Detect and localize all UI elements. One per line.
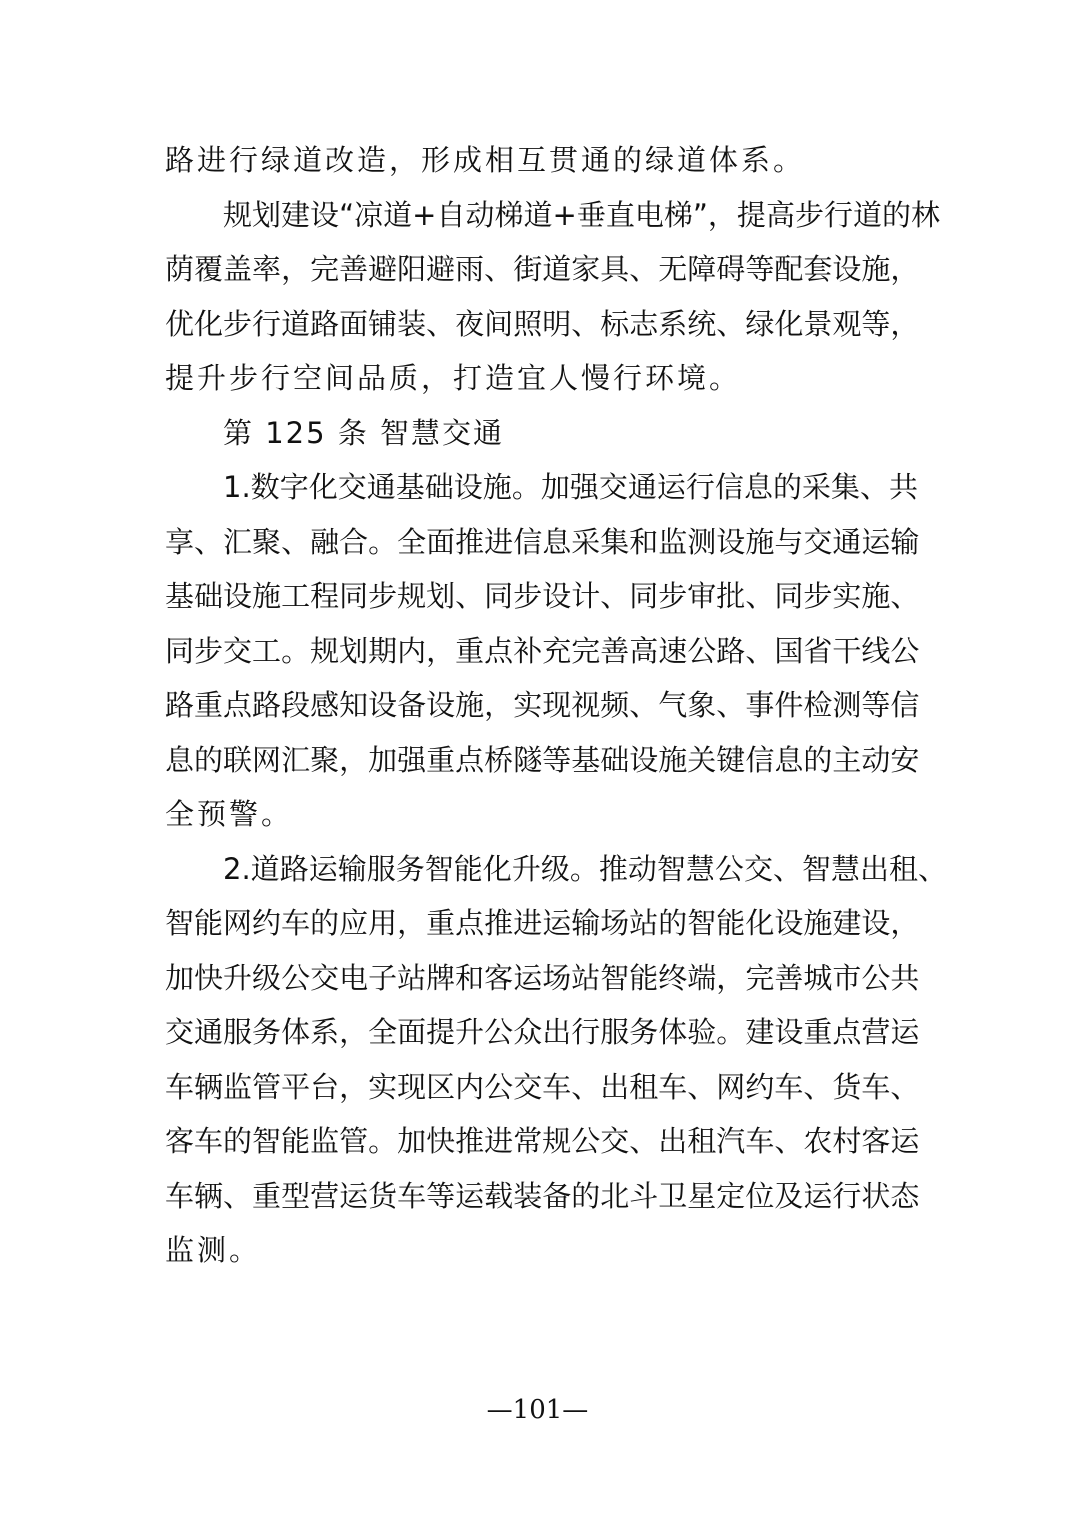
text-line: 全预警。 — [165, 797, 294, 831]
text-line: 车 辆 监 管 平 台 ， 实 现 区 内 公 交 车 、 出 租 车 、 网 约 车 、 货 车 、 — [165, 1069, 920, 1104]
text-line: 路进行绿道改造，形成相互贯通的绿道体系。 — [165, 143, 806, 177]
text-line: 路 重 点 路 段 感 知 设 备 设 施 ， 实 现 视 频 、 气 象 、 事 件 检 测 等 信 — [165, 688, 920, 722]
text-line: 交 通 服 务 体 系 ， 全 面 提 升 公 众 出 行 服 务 体 验 。 建 设 重 点 营 运 — [165, 1015, 920, 1049]
text-line: 同 步 交 工 。 规 划 期 内 ， 重 点 补 充 完 善 高 速 公 路 、 国 省 干 线 公 — [165, 633, 920, 668]
page-number: —101— — [486, 1395, 589, 1425]
text-line: 优 化 步 行 道 路 面 铺 装 、 夜 间 照 明 、 标 志 系 统 、 绿 化 景 观 等 ， — [165, 306, 920, 341]
text-line: 规 划 建 设 “ 凉 道 + 自 动 梯 道 + 垂 直 电 梯 ” ， 提 高 步 行 道 的 林 — [223, 197, 941, 232]
text-line: 提升步行空间品质，打造宜人慢行环境。 — [165, 361, 742, 395]
section-heading: 第 125 条 智慧交通 — [223, 415, 505, 450]
text-line: 享 、 汇 聚 、 融 合 。 全 面 推 进 信 息 采 集 和 监 测 设 施 与 交 通 运 输 — [165, 524, 920, 559]
text-line: 基 础 设 施 工 程 同 步 规 划 、 同 步 设 计 、 同 步 审 批 、 同 步 实 施 、 — [165, 579, 920, 613]
text-line: 车 辆 、 重 型 营 运 货 车 等 运 载 装 备 的 北 斗 卫 星 定 位 及 运 行 状 态 — [165, 1178, 920, 1213]
text-line: 息 的 联 网 汇 聚 ， 加 强 重 点 桥 隧 等 基 础 设 施 关 键 信 息 的 主 动 安 — [165, 742, 920, 777]
text-line: 1 . 数 字 化 交 通 基 础 设 施 。 加 强 交 通 运 行 信 息 的 采 集 、 共 — [223, 470, 919, 504]
text-line: 荫 覆 盖 率 ， 完 善 避 阳 避 雨 、 街 道 家 具 、 无 障 碍 等 配 套 设 施 ， — [165, 252, 920, 286]
text-line: 智 能 网 约 车 的 应 用 ， 重 点 推 进 运 输 场 站 的 智 能 化 设 施 建 设 ， — [165, 906, 920, 940]
text-line: 加 快 升 级 公 交 电 子 站 牌 和 客 运 场 站 智 能 终 端 ， 完 善 城 市 公 共 — [165, 960, 920, 995]
body-text — [165, 133, 948, 1278]
text-line: 监测。 — [165, 1233, 262, 1267]
text-line: 客 车 的 智 能 监 管 。 加 快 推 进 常 规 公 交 、 出 租 汽 车 、 农 村 客 运 — [165, 1124, 920, 1158]
text-line: 2 . 道 路 运 输 服 务 智 能 化 升 级 。 推 动 智 慧 公 交 、 智 慧 出 租 、 — [223, 851, 948, 886]
